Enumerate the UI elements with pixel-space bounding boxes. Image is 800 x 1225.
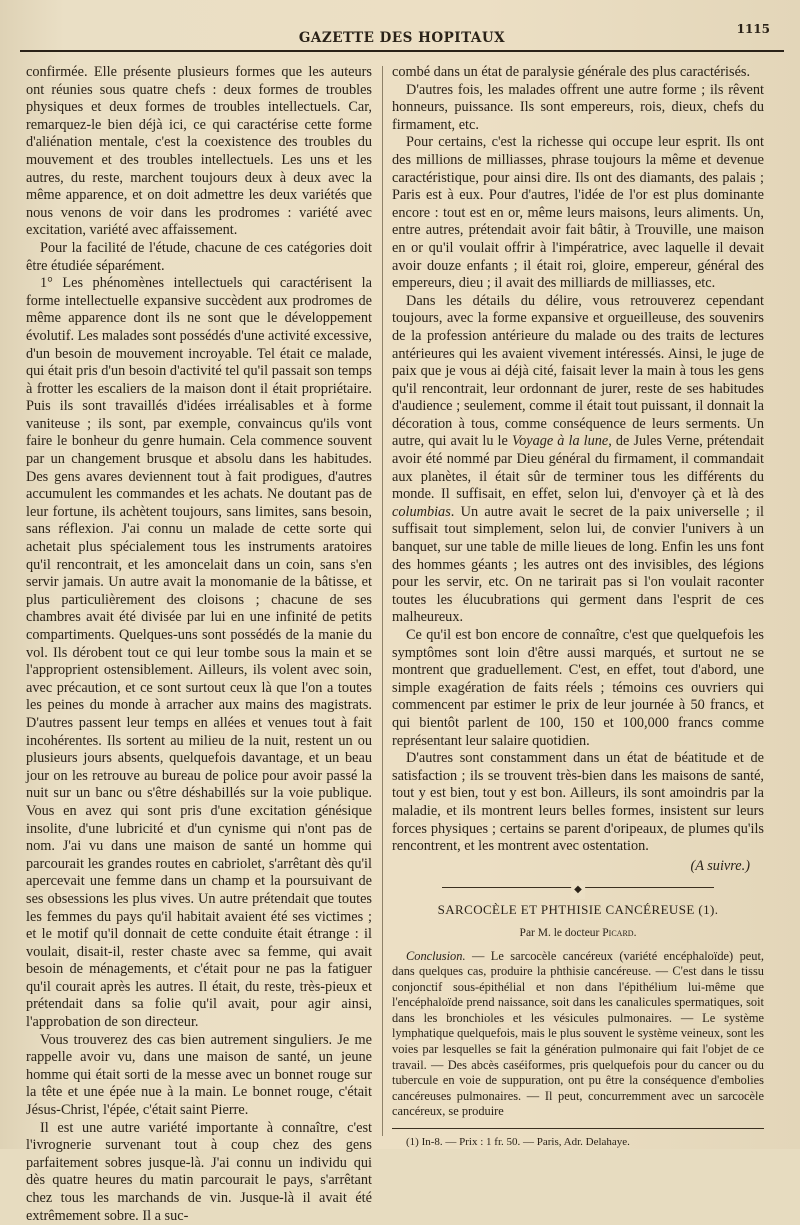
publication-title: GAZETTE DES HOPITAUX bbox=[298, 30, 506, 46]
paragraph: D'autres fois, les malades offrent une autre forme ; ils rêvent honneurs, puissance. Ils sont empereurs, rois, dieux, chefs du firmament, etc. bbox=[392, 81, 764, 133]
text-run: — Le sarcocèle cancéreux (variété encéphaloïde) peut, dans quelques cas, produire la phthisie cancéreuse. — C'est dans le tissu conjonctif sous-épithélial et non dans l'épithélium lui-même que l'encéphaloïde prend naissance, soit dans les canalicules spermatiques, soit dans les bronchioles et les vésicules pulmonaires. — Le système lymphatique quelquefois, mais le plus souvent le système veineux, sont les voies par lesquelles se fait la génération pulmonaire qui fait l'objet de ce travail. — Des abcès caséiformes, pris quelquefois pour du cancer ou du tubercule en voie de suppuration, ont pu être la conséquence d'embolies cancéreuses pulmonaires. — Il peut, concurremment avec un sarcocèle cancéreux, se produire bbox=[392, 948, 764, 1119]
separator-ornament: ◆ bbox=[571, 881, 585, 899]
byline-prefix: Par M. le docteur bbox=[519, 926, 603, 939]
byline-suffix: . bbox=[633, 926, 637, 939]
italic-term: columbias bbox=[392, 503, 451, 520]
paragraph: Vous trouverez des cas bien autrement singuliers. Je me rappelle avoir vu, dans une maison de santé, un jeune homme qui était sorti de la messe avec un bonnet rouge sur la tête et une épée nue à la main. Le bonnet rouge, c'était Jésus-Christ, l'épée, c'était saint Pierre. bbox=[26, 1031, 372, 1119]
footnote: (1) In-8. — Prix : 1 fr. 50. — Paris, Adr. Delahaye. bbox=[406, 1136, 630, 1149]
paragraph: combé dans un état de paralysie générale des plus caractérisés. bbox=[392, 64, 751, 80]
paragraph: Pour la facilité de l'étude, chacune de ces catégories doit être étudiée séparément. bbox=[26, 239, 372, 274]
text-run: Dans les détails du délire, vous retrouverez cependant toujours, avec la forme expansive et orgueilleuse, des souvenirs de la profession antérieure du malade ou des traits de lectures antérieures qui les avaient vivement intéressés. Ainsi, le juge de paix que je vous ai déjà cité, faisait lever la main à tous les gens qu'il rencontrait, leur ordonnant de jurer, reste de ses habitudes d'audience ; seulement, comme il était tout puissant, il donnait la décoration à tous, comme conséquence de leurs serments. Un autre, qui avait lu le bbox=[392, 292, 764, 450]
paragraph: Ce qu'il est bon encore de connaître, c'est que quelquefois les symptômes sont loin d'être aussi marqués, et surtout ne se montrent que graduellement. C'est, en effet, tout d'abord, une simple exagération de faits réels ; témoins ces ouvriers qui commencent par estimer le prix de leur journée à 50 francs, et qui bientôt parlent de 100, 150 et 100,000 francs comme représentant leur salaire quotidien. bbox=[392, 627, 764, 749]
footnote-rule bbox=[392, 1128, 764, 1129]
header-rule bbox=[20, 50, 784, 52]
left-column bbox=[26, 64, 372, 1225]
article-title: SARCOCÈLE ET PHTHISIE CANCÉREUSE (1). bbox=[437, 902, 719, 918]
column-divider bbox=[382, 66, 383, 1136]
page-header bbox=[26, 22, 778, 50]
section-separator bbox=[392, 881, 764, 896]
article-byline bbox=[392, 925, 764, 943]
to-be-continued: (A suivre.) bbox=[690, 857, 750, 874]
author-name: Picard bbox=[602, 926, 634, 939]
paragraph bbox=[392, 293, 764, 627]
right-column bbox=[392, 64, 764, 1149]
article-lead: Conclusion. bbox=[406, 948, 466, 963]
text-run: . Un autre avait le secret de la paix universelle ; il suffisait tout simplement, selon lui, de convier l'univers à un banquet, sur une table de mille lieues de long. Enfin les uns font des hommes géants ; les autres ont des invisibles, des légions pour les servir, etc. On ne tarirait pas si l'on voulait raconter toutes les élucubrations qui germent dans l'esprit de ces malheureux. bbox=[392, 503, 764, 626]
book-title: Voyage à la lune bbox=[511, 433, 609, 450]
paragraph: 1° Les phénomènes intellectuels qui caractérisent la forme intellectuelle expansive succèdent aux prodromes de même apparence dont ils ne sont que le développement évolutif. Les malades sont possédés d'une activité excessive, d'un besoin de mouvement incroyable. Tel était ce malade, qui était pris d'un besoin d'activité tel qu'il passait son temps à frotter les escaliers de la maison dont il était propriétaire. Puis ils sont travaillés d'idées irréalisables et à forme vaniteuse ; ils sont, par exemple, convaincus qu'ils vont faire le bonheur du genre humain. Cela commence souvent par un changement brusque et absolu dans les habitudes. Des gens avares deviennent tout à fait prodigues, d'autres accumulent les commandes et les achats. Ne doutant pas de leur fortune, ils achètent toujours, sans limites, sans besoin, sans réflexion. J'ai connu un malade de cette sorte qui achetait plus spécialement tous les instruments aratoires qu'il rencontrait, et les amoncelait dans un coin, sans s'en servir jamais. Un autre avait la monomanie de la bâtisse, et plus particulièrement des cloisons ; chacune de ses chambres avait été divisée par lui en une infinité de petits compartiments. Quelques-uns sont possédés de la manie du vol. Ils dérobent tout ce qui leur tombe sous la main et se l'approprient ostensiblement. Ailleurs, ils volent avec soin, avec précaution, et ce sont surtout ceux là que l'on a toutes les peines du monde à arracher aux mains des magistrats. D'autres passent leur temps en allées et venues tout à fait incohérentes. Ils sortent au milieu de la nuit, restent un ou plusieurs jours absents, quelquefois davantage, et un beau jour on les retrouve au bureau de police pour avoir passé la nuit sur un banc ou s'être déshabillés sur la voie publique. Vous en avez qui sont pris d'une excitation génésique insolite, d'une lubricité et d'un cynisme qui n'ont pas de nom. J'ai vu dans une maison de santé un homme qui parcourait les grandes routes en cabriolet, s'arrêtant dès qu'il apercevait une femme dans un champ et la poursuivant de ses obsessions les plus vives. Un autre prétendait que toutes les femmes du pays qu'il habitait avaient été ses victimes ; et le motif qu'il donnait de cette conduite était étrange : il voulait, disait-il, rester chaste avec sa femme, qui avait besoin de ménagements, et c'était pour ne pas la fatiguer qu'il courait après les autres. Il était, du reste, très-pieux et prétendait dans sa folie qu'il avait, pour agir ainsi, l'approbation de son directeur. bbox=[26, 275, 373, 1031]
paragraph: Il est une autre variété importante à connaître, c'est l'ivrognerie survenant tout à coup chez des gens parfaitement sobres jusque-là. J'ai connu un individu qui dès quatre heures du matin parcourait le pays, s'arrêtant chez tous les marchands de vin. Jusque-là il avait été extrêmement sobre. Il a suc- bbox=[26, 1119, 372, 1224]
article-body bbox=[392, 949, 764, 1121]
paragraph: Pour certains, c'est la richesse qui occupe leur esprit. Ils ont des millions de milliasses, phrase toujours la même et devenue caractéristique, pour ainsi dire. Ils ont des diamants, des palais ; Paris est à eux. Pour d'autres, l'idée de l'or est plus dominante encore : tout est en or, même leurs maisons, leurs aliments. Un, entre autres, prétendait avoir fait bâtir, à Trouville, une maison en or qu'il voulait offrir à l'impératrice, avec laquelle il devait avoir douze enfants ; il était roi, gloire, empereur, général des empereurs, dieu ; il avait des milliards de milliasses, etc. bbox=[392, 134, 764, 292]
paragraph: D'autres sont constamment dans un état de béatitude et de satisfaction ; ils se trouvent très-bien dans les maisons de santé, tout y est bien, tout y est bon. Ailleurs, ils sont amoindris par la maladie, et ils montrent leurs belles formes, insistent sur leurs forces physiques ; certains se parent d'oripeaux, de plumes qu'ils rencontrent, et les montrent avec ostentation. bbox=[392, 750, 764, 855]
paragraph: confirmée. Elle présente plusieurs formes que les auteurs ont réunies sous quatre chefs : deux formes de troubles physiques et deux formes de troubles intellectuels. Car, remarquez-le bien déjà ici, ce qui caractérise cette forme d'aliénation mentale, c'est la coexistence des troubles du mouvement et des troubles intellectuels. Les uns et les autres, du reste, marchent toujours deux à deux avec la même apparence, et on doit admettre les deux variétés que nous venons de voir dans les prodromes : variété avec excitation, variété avec affaissement. bbox=[26, 64, 372, 239]
page-number: 1115 bbox=[736, 22, 770, 36]
text-run: , de Jules Verne, prétendait avoir été nommé par Dieu général du firmament, il commandait aux planètes, il était sûr de terminer tous les différents du monde. Il suffisait, en effet, selon lui, d'envoyer çà et là des bbox=[392, 433, 764, 503]
